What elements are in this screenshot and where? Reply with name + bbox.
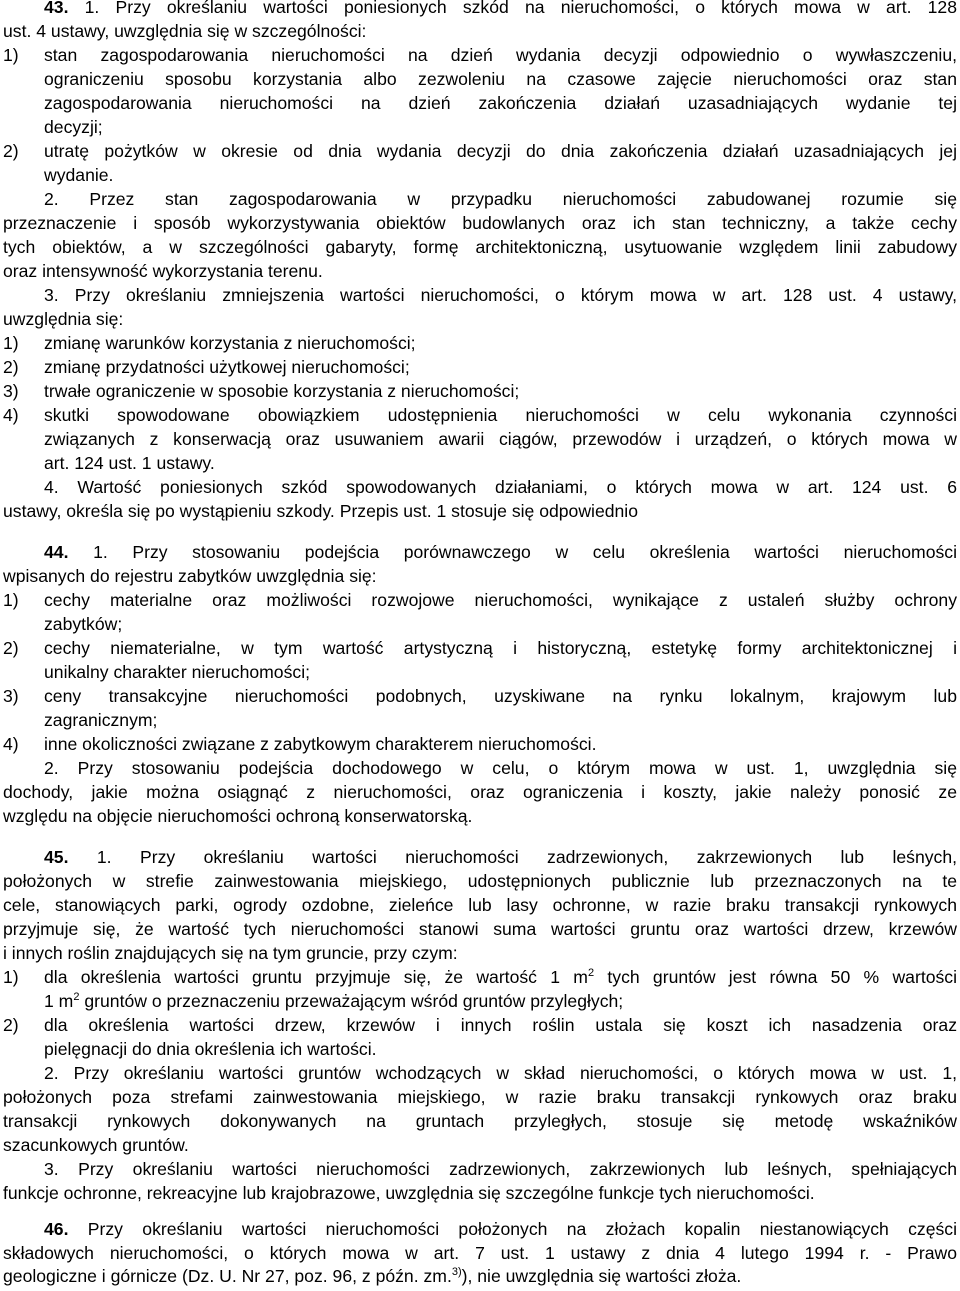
art43-sec3-item-4-line-3: art. 124 ust. 1 ustawy. — [44, 453, 215, 473]
art43-sec2-line-1: 2. Przez stan zagospodarowania w przypadku nieruchomości zabudowanej rozumie się — [44, 189, 957, 209]
art43-point-1-line-2: ograniczeniu sposobu korzystania albo zezwoleniu na czasowe zajęcie nieruchomości oraz stan — [44, 69, 957, 89]
art45-item-1-line-2: 1 $m^2$ gruntów o przeznaczeniu przeważającym wśród gruntów przyległych; — [44, 991, 624, 1011]
art46-line-1: 46. Przy określaniu wartości nieruchomości położonych na złożach kopalin niestanowiących części — [44, 1219, 957, 1239]
art43-point-1-line-3: zagospodarowania nieruchomości na dzień zakończenia działań uzasadniających wydanie tej — [44, 93, 957, 113]
art44-line-1: 44. 1. Przy stosowaniu podejścia porównawczego w celu określenia wartości nieruchomości — [44, 542, 957, 562]
art43-sec2-line-2: przeznaczenie i sposób wykorzystywania obiektów budowlanych oraz ich stan techniczny, a także cechy — [3, 213, 957, 233]
art44-item-3-line-2: zagranicznym; — [44, 710, 158, 730]
art43-sec3-item-4-line-2: związanych z konserwacją oraz usuwaniem awarii ciągów, przewodów i urządzeń, o których mowa w — [44, 429, 957, 449]
art45-sec2-line-3: transakcji rynkowych dokonywanych na gruntach przyległych, stosuje się metodę wskaźników — [3, 1111, 957, 1131]
art45-sec2-line-1: 2. Przy określaniu wartości gruntów wchodzących w skład nieruchomości, o których mowa w ust. 1, — [44, 1063, 957, 1083]
art45-sec3-line-2: funkcje ochronne, rekreacyjne lub krajobrazowe, uwzględnia się szczególne funkcje tych nieruchomości. — [3, 1183, 815, 1203]
art43-point-1-line-4: decyzji; — [44, 117, 103, 137]
art45-sec2-line-4: szacunkowych gruntów. — [3, 1135, 189, 1155]
art43-line-1: 43. 1. Przy określaniu wartości poniesionych szkód na nieruchomości, o których mowa w art. 128 — [0, 0, 960, 19]
art44-sec2-line-3: względu na objęcie nieruchomości ochroną konserwatorską. — [3, 806, 473, 826]
art45-item-2: 2) dla określenia wartości drzew, krzewów i innych roślin ustala się koszt ich nasadzenia oraz — [3, 1015, 957, 1035]
art43-line-2: ust. 4 ustawy, uwzględnia się w szczególności: — [3, 21, 367, 41]
art43-point-2-line-2: wydanie. — [44, 165, 114, 185]
art43-sec2-line-4: oraz intensywność wykorzystania terenu. — [3, 261, 323, 281]
art45-sec2-line-2: położonych poza strefami zainwestowania miejskiego, w razie braku transakcji rynkowych oraz braku — [3, 1087, 957, 1107]
art43-sec3-item-3: 3) trwałe ograniczenie w sposobie korzystania z nieruchomości; — [3, 381, 520, 401]
art45-number: 45. — [44, 847, 69, 867]
art43-sec3-item-4: 4) skutki spowodowane obowiązkiem udostępnienia nieruchomości w celu wykonania czynności — [3, 405, 957, 425]
art45-line-5: i innych roślin znajdujących się na tym gruncie, przy czym: — [3, 943, 458, 963]
art44-item-1-line-2: zabytków; — [44, 614, 123, 634]
art45-item-1: 1) dla określenia wartości gruntu przyjmuje się, że wartość 1 $m^2$ tych gruntów jest równa 50 % wartości — [3, 967, 957, 987]
art43-sec3-line-1: 3. Przy określaniu zmniejszenia wartości nieruchomości, o którym mowa w art. 128 ust. 4 ustawy, — [44, 285, 957, 305]
art45-line-3: cele, stanowiących parki, ogrody ozdobne, zieleńce lub lasy ochronne, w razie braku transakcji rynkowych — [3, 895, 957, 915]
art44-sec2-line-2: dochody, jakie można osiągnąć z nieruchomości, oraz ograniczenia i koszty, jakie należy ponosić ze — [3, 782, 957, 802]
art46-number: 46. — [44, 1219, 69, 1239]
art44-item-4: 4) inne okoliczności związane z zabytkowym charakterem nieruchomości. — [3, 734, 597, 754]
art45-sec3-line-1: 3. Przy określaniu wartości nieruchomości zadrzewionych, zakrzewionych lub leśnych, spełniających — [44, 1159, 957, 1179]
art43-sec3-line-2: uwzględnia się: — [3, 309, 124, 329]
art44-line-2: wpisanych do rejestru zabytków uwzględnia się: — [3, 566, 377, 586]
art44-item-2-line-2: unikalny charakter nieruchomości; — [44, 662, 310, 682]
art45-line-2: położonych w strefie zainwestowania miejskiego, udostępnionych publicznie lub przeznaczonych na te — [3, 871, 957, 891]
art43-point-2: 2) utratę pożytków w okresie od dnia wydania decyzji do dnia zakończenia działań uzasadniających jej — [3, 141, 957, 161]
art45-line-1: 45. 1. Przy określaniu wartości nieruchomości zadrzewionych, zakrzewionych lub leśnych, — [44, 847, 957, 867]
art43-sec3-item-2: 2) zmianę przydatności użytkowej nieruchomości; — [3, 357, 410, 377]
art44-item-2: 2) cechy niematerialne, w tym wartość artystyczną i historyczną, estetykę formy architektonicznej i — [3, 638, 957, 658]
art46-line-2: składowych nieruchomości, o których mowa w art. 7 ust. 1 ustawy z dnia 4 lutego 1994 r. - Prawo — [3, 1243, 957, 1263]
art46-line-3: geologiczne i górnicze (Dz. U. Nr 27, poz. 96, z późn. zm.$^{3)}$), nie uwzględnia się wartości złoża. — [3, 1266, 742, 1286]
art43-sec4-line-2: ustawy, określa się po wystąpieniu szkody. Przepis ust. 1 stosuje się odpowiednio — [3, 501, 638, 521]
art44-sec2-line-1: 2. Przy stosowaniu podejścia dochodowego w celu, o którym mowa w ust. 1, uwzględnia się — [44, 758, 957, 778]
art43-sec3-item-1: 1) zmianę warunków korzystania z nieruchomości; — [3, 333, 416, 353]
art43-point-1: 1) stan zagospodarowania nieruchomości na dzień wydania decyzji odpowiednio o wywłaszczeniu, — [3, 45, 957, 65]
art44-item-3: 3) ceny transakcyjne nieruchomości podobnych, uzyskiwane na rynku lokalnym, krajowym lub — [3, 686, 957, 706]
art45-item-2-line-2: pielęgnacji do dnia określenia ich wartości. — [44, 1039, 377, 1059]
art45-line-4: przyjmuje się, że wartość tych nieruchomości stanowi suma wartości gruntu oraz wartości drzew, krzewów — [3, 919, 957, 939]
art43-sec4-line-1: 4. Wartość poniesionych szkód spowodowanych działaniami, o których mowa w art. 124 ust. 6 — [44, 477, 957, 497]
art44-number: 44. — [44, 542, 69, 562]
art44-item-1: 1) cechy materialne oraz możliwości rozwojowe nieruchomości, wynikające z ustaleń służby ochrony — [3, 590, 957, 610]
art43-sec2-line-3: tych obiektów, a w szczególności gabaryty, formę architektoniczną, usytuowanie względem linii zabudowy — [3, 237, 957, 257]
art43-number: 43. — [44, 0, 69, 17]
